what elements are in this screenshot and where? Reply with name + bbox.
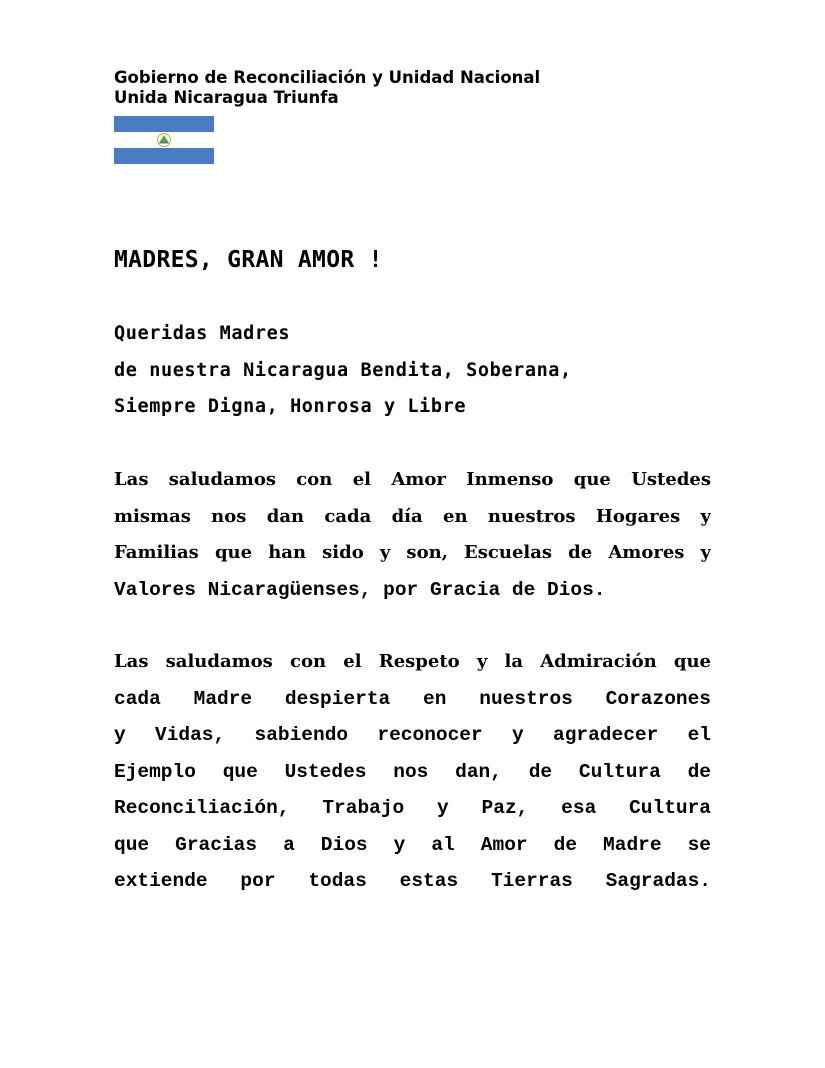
paragraph-line: mismas nos dan cada día en nuestros Hogares y (114, 505, 711, 527)
paragraph-line: Las saludamos con el Amor Inmenso que Ustedes (114, 469, 711, 490)
paragraph-2 (114, 644, 711, 900)
letterhead-slogan: Unida Nicaragua Triunfa (114, 88, 339, 107)
greeting (114, 316, 711, 426)
greeting-line: Queridas Madres (114, 323, 291, 344)
paragraph-line: Valores Nicaragüenses, por Gracia de Dios. (114, 578, 606, 601)
paragraph-line: Las saludamos con el Respeto y la Admiración que (114, 651, 711, 672)
paragraph-line: cada Madre despierta en nuestros Corazones (114, 687, 711, 710)
paragraph-line: Ejemplo que Ustedes nos dan, de Cultura de (114, 760, 711, 783)
page-title: MADRES, GRAN AMOR ! (114, 247, 383, 273)
paragraph-line: extiende por todas estas Tierras Sagradas. (114, 870, 711, 892)
letterhead (114, 68, 540, 108)
nicaragua-flag-icon (114, 116, 214, 164)
paragraph-1 (114, 462, 711, 608)
paragraph-line: Reconciliación, Trabajo y Paz, esa Cultura (114, 797, 711, 819)
greeting-line: de nuestra Nicaragua Bendita, Soberana, (114, 359, 572, 381)
greeting-line: Siempre Digna, Honrosa y Libre (114, 396, 467, 417)
letterhead-government-name: Gobierno de Reconciliación y Unidad Nacional (114, 68, 541, 87)
paragraph-line: y Vidas, sabiendo reconocer y agradecer el (114, 724, 711, 746)
paragraph-line: que Gracias a Dios y al Amor de Madre se (114, 833, 711, 856)
paragraph-line: Familias que han sido y son, Escuelas de Amores y (114, 542, 711, 563)
